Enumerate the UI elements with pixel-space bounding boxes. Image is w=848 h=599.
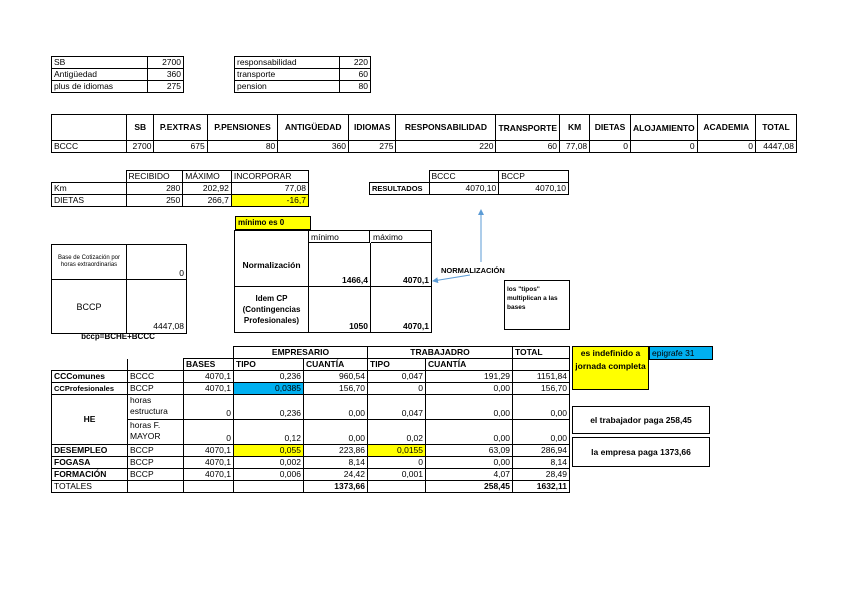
bases-header: BASES	[184, 359, 234, 371]
fogasa-total: 8,14	[513, 457, 570, 469]
norm-max-cell	[371, 243, 431, 287]
indefinido-note: es indefinido a jornada completa	[572, 346, 649, 390]
idemcp-max-value: 4070,1	[403, 321, 429, 331]
epigrafe-note: epigrafe 31	[649, 346, 713, 360]
dietas-recibido: 250	[126, 195, 183, 207]
header-pextras: P.EXTRAS	[154, 115, 207, 141]
normalizacion-box	[234, 230, 432, 333]
he-sub1-base: 0	[184, 395, 234, 420]
norm-max-value: 4070,1	[403, 275, 429, 285]
bccp-formula: bccp=BCHE+BCCC	[81, 332, 155, 341]
cccomunes-base: 4070,1	[184, 371, 234, 383]
header-km: KM	[560, 115, 590, 141]
fogasa-trab-tipo: 0	[368, 457, 426, 469]
header-idiomas: IDIOMAS	[349, 115, 396, 141]
minimo-header: mínimo	[309, 231, 370, 243]
ccprofesionales-label: CCProfesionales	[52, 383, 128, 395]
cccomunes-trab-cuantia: 191,29	[426, 371, 513, 383]
trabajador-header: TRABAJADRO	[368, 347, 513, 359]
formacion-trab-tipo: 0,001	[368, 469, 426, 481]
he-sub1-emp-tipo: 0,236	[234, 395, 304, 420]
header-sb: SB	[127, 115, 154, 141]
km-label: Km	[52, 183, 127, 195]
he-sub2-trab-tipo: 0,02	[368, 420, 426, 445]
base-horas-value: 0	[179, 268, 184, 278]
trab-paga-box	[572, 406, 710, 434]
ccprofesionales-trab-cuantia: 0,00	[426, 383, 513, 395]
bccc-antiguedad: 360	[278, 141, 349, 153]
desempleo-base: 4070,1	[184, 445, 234, 457]
he-sub1-trab-cuantia: 0,00	[426, 395, 513, 420]
km-recibido: 280	[126, 183, 183, 195]
bccc-total: 4447,08	[755, 141, 796, 153]
formacion-base-label: BCCP	[128, 469, 184, 481]
emp-cuantia-header: CUANTÍA	[304, 359, 368, 371]
idiomas-value: 275	[148, 81, 184, 93]
incorporar-header: INCORPORAR	[231, 171, 308, 183]
ccprofesionales-trab-tipo: 0	[368, 383, 426, 395]
antiguedad-label: Antigüedad	[52, 69, 148, 81]
formacion-trab-cuantia: 4,07	[426, 469, 513, 481]
he-sub2-trab-cuantia: 0,00	[426, 420, 513, 445]
formacion-emp-tipo: 0,006	[234, 469, 304, 481]
bccc-idiomas: 275	[349, 141, 396, 153]
fogasa-label: FOGASA	[52, 457, 128, 469]
cccomunes-trab-tipo: 0,047	[368, 371, 426, 383]
fogasa-base-label: BCCP	[128, 457, 184, 469]
desempleo-base-label: BCCP	[128, 445, 184, 457]
trab-tipo-header: TIPO	[368, 359, 426, 371]
base-horas-label-cell	[52, 245, 127, 280]
transporte-label: transporte	[235, 69, 340, 81]
header-responsabilidad: RESPONSABILIDAD	[396, 115, 496, 141]
ccprofesionales-emp-cuantia: 156,70	[304, 383, 368, 395]
totales-emp: 1373,66	[304, 481, 368, 493]
dietas-maximo: 266,7	[183, 195, 232, 207]
bccc-ppensiones: 80	[207, 141, 278, 153]
tipos-note: los "tipos" multiplican a las bases	[507, 286, 558, 311]
ccprofesionales-base-label: BCCP	[128, 383, 184, 395]
bccp-label-cell	[52, 280, 127, 333]
he-sub1-emp-cuantia: 0,00	[304, 395, 368, 420]
res-bccc-header: BCCC	[429, 171, 499, 183]
formacion-emp-cuantia: 24,42	[304, 469, 368, 481]
header-total: TOTAL	[755, 115, 796, 141]
bccc-responsabilidad: 220	[396, 141, 496, 153]
resp-table	[234, 56, 371, 93]
ccprofesionales-emp-tipo: 0,0385	[234, 383, 304, 395]
totales-all: 1632,11	[513, 481, 570, 493]
res-bccp-value: 4070,10	[499, 183, 569, 195]
cotizacion-table	[51, 346, 570, 493]
formacion-label: FORMACIÓN	[52, 469, 128, 481]
header-alojamiento: ALOJAMIENTO	[630, 115, 697, 141]
recibido-header: RECIBIDO	[126, 171, 183, 183]
minimo-note: mínimo es 0	[235, 216, 311, 230]
header-ppensiones: P.PENSIONES	[207, 115, 278, 141]
maximo-header: MÁXIMO	[183, 171, 232, 183]
bccc-dietas: 0	[590, 141, 631, 153]
bccp-box	[51, 244, 187, 334]
cccomunes-base-label: BCCC	[128, 371, 184, 383]
header-antiguedad: ANTIGÜEDAD	[278, 115, 349, 141]
emp-paga-text: la empresa paga 1373,66	[591, 447, 691, 457]
desempleo-emp-cuantia: 223,86	[304, 445, 368, 457]
total-header: TOTAL	[513, 347, 570, 359]
idemcp-min-value: 1050	[349, 321, 368, 331]
formacion-base: 4070,1	[184, 469, 234, 481]
tipos-note-box	[504, 280, 570, 330]
desempleo-trab-tipo: 0,0155	[368, 445, 426, 457]
empresario-header: EMPRESARIO	[234, 347, 368, 359]
bccc-alojamiento: 0	[630, 141, 697, 153]
emp-tipo-header: TIPO	[234, 359, 304, 371]
resp-label: responsabilidad	[235, 57, 340, 69]
he-sub2-base: 0	[184, 420, 234, 445]
bccc-transporte: 60	[496, 141, 560, 153]
bccp-label: BCCP	[76, 301, 102, 312]
he-sub1-trab-tipo: 0,047	[368, 395, 426, 420]
main-table	[51, 114, 797, 153]
he-sub1-total: 0,00	[513, 395, 570, 420]
norm-min-cell	[309, 243, 371, 287]
pension-value: 80	[339, 81, 370, 93]
sb-table	[51, 56, 184, 93]
transporte-value: 60	[339, 69, 370, 81]
resultados-label: RESULTADOS	[370, 183, 430, 195]
fogasa-base: 4070,1	[184, 457, 234, 469]
cccomunes-emp-cuantia: 960,54	[304, 371, 368, 383]
desempleo-label: DESEMPLEO	[52, 445, 128, 457]
antiguedad-value: 360	[148, 69, 184, 81]
bccc-sb: 2700	[127, 141, 154, 153]
normalizacion-label-cell	[235, 243, 309, 287]
pension-label: pension	[235, 81, 340, 93]
sb-value: 2700	[148, 57, 184, 69]
km-incorporar: 77,08	[231, 183, 308, 195]
idemcp-min-cell	[309, 287, 371, 332]
dietas-label: DIETAS	[52, 195, 127, 207]
resultados-table	[369, 170, 569, 195]
he-sub2-total: 0,00	[513, 420, 570, 445]
trab-cuantia-header: CUANTÍA	[426, 359, 513, 371]
base-horas-value-cell	[127, 245, 186, 280]
desempleo-trab-cuantia: 63,09	[426, 445, 513, 457]
km-table	[51, 170, 309, 207]
he-sub2-emp-cuantia: 0,00	[304, 420, 368, 445]
totales-trab: 258,45	[426, 481, 513, 493]
km-maximo: 202,92	[183, 183, 232, 195]
formacion-total: 28,49	[513, 469, 570, 481]
base-horas-label: Base de Cotización por horas extraordinarias	[57, 255, 121, 268]
bccp-value: 4447,08	[153, 321, 184, 331]
norm-corner	[235, 231, 309, 243]
bccc-km: 77,08	[560, 141, 590, 153]
bccc-academia: 0	[697, 141, 755, 153]
sb-label: SB	[52, 57, 148, 69]
dietas-incorporar: -16,7	[231, 195, 308, 207]
cccomunes-total: 1151,84	[513, 371, 570, 383]
header-dietas: DIETAS	[590, 115, 631, 141]
fogasa-trab-cuantia: 0,00	[426, 457, 513, 469]
he-sub2-label: horas F. MAYOR	[128, 420, 184, 445]
ccprofesionales-base: 4070,1	[184, 383, 234, 395]
cccomunes-emp-tipo: 0,236	[234, 371, 304, 383]
bccc-row-label: BCCC	[52, 141, 127, 153]
he-sub1-label: horas estructura	[128, 395, 184, 420]
idemcp-label: Idem CP (Contingencias Profesionales)	[242, 294, 301, 325]
arrow-left	[433, 275, 470, 281]
fogasa-emp-tipo: 0,002	[234, 457, 304, 469]
res-bccc-value: 4070,10	[429, 183, 499, 195]
norm-min-value: 1466,4	[342, 275, 368, 285]
bccc-pextras: 675	[154, 141, 207, 153]
fogasa-emp-cuantia: 8,14	[304, 457, 368, 469]
header-academia: ACADEMIA	[697, 115, 755, 141]
idemcp-label-cell	[235, 287, 309, 332]
resp-value: 220	[339, 57, 370, 69]
he-sub2-emp-tipo: 0,12	[234, 420, 304, 445]
desempleo-total: 286,94	[513, 445, 570, 457]
idiomas-label: plus de idiomas	[52, 81, 148, 93]
totales-label: TOTALES	[52, 481, 128, 493]
maximo-header-norm: máximo	[371, 231, 431, 243]
normalizacion-label: Normalización	[242, 259, 301, 270]
cccomunes-label: CCComunes	[52, 371, 128, 383]
res-bccp-header: BCCP	[499, 171, 569, 183]
desempleo-emp-tipo: 0,055	[234, 445, 304, 457]
ccprofesionales-total: 156,70	[513, 383, 570, 395]
he-label: HE	[52, 395, 128, 445]
trab-paga-text: el trabajador paga 258,45	[590, 415, 692, 425]
header-transporte: TRANSPORTE	[496, 115, 560, 141]
emp-paga-box	[572, 437, 710, 467]
normalizacion-arrow-label: NORMALIZACIÓN	[441, 266, 505, 275]
